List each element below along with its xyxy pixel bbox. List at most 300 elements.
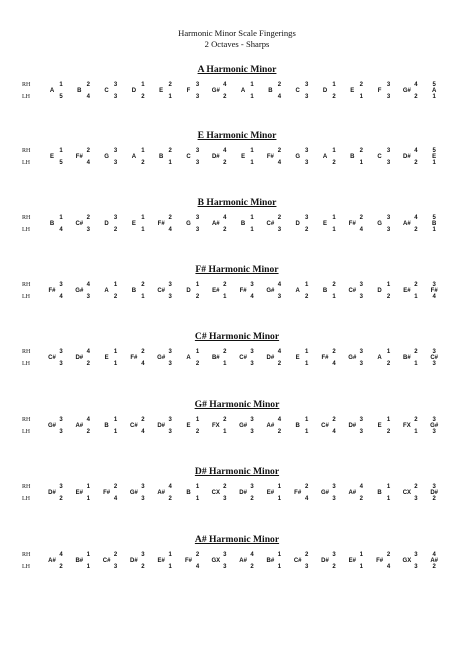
- lh-finger: 2: [113, 227, 118, 233]
- scale-note: B#: [211, 355, 220, 361]
- rh-finger: 4: [277, 349, 282, 355]
- lh-finger: 2: [113, 294, 118, 300]
- scale-note: A#: [239, 558, 247, 564]
- scale-note: F#: [75, 154, 83, 160]
- rh-finger: 2: [113, 484, 118, 490]
- rh-finger: 1: [59, 82, 63, 88]
- lh-finger: 1: [432, 94, 436, 100]
- rh-finger: 1: [250, 215, 254, 221]
- rh-finger: 2: [359, 82, 363, 88]
- lh-finger: 1: [113, 361, 118, 367]
- rh-finger: 3: [305, 148, 309, 154]
- lh-finger: 3: [86, 227, 90, 233]
- rh-finger: 3: [305, 82, 309, 88]
- lh-fingering-row: [0, 429, 474, 438]
- rh-finger: 3: [195, 215, 200, 221]
- lh-finger: 3: [113, 160, 118, 166]
- lh-finger: 4: [305, 496, 309, 502]
- lh-finger: 4: [113, 496, 118, 502]
- lh-finger: 2: [168, 496, 172, 502]
- scale-note: D#: [403, 154, 411, 160]
- lh-finger: 5: [59, 94, 63, 100]
- scale-note: E: [241, 154, 246, 160]
- scale-note: C: [295, 88, 300, 94]
- rh-finger: 1: [141, 215, 145, 221]
- rh-finger: 4: [414, 215, 418, 221]
- lh-finger: 3: [250, 429, 254, 435]
- lh-finger: 3: [359, 361, 363, 367]
- lh-finger: 1: [305, 429, 309, 435]
- rh-finger: 1: [141, 82, 145, 88]
- scale-note: E: [350, 88, 355, 94]
- lh-finger: 1: [141, 227, 145, 233]
- lh-label: LH: [22, 429, 30, 435]
- lh-finger: 1: [277, 564, 282, 570]
- lh-label: LH: [22, 160, 30, 166]
- lh-finger: 3: [195, 94, 200, 100]
- scale-note: D: [104, 221, 109, 227]
- scale-note: D#: [266, 355, 275, 361]
- rh-finger: 2: [332, 417, 336, 423]
- rh-label: RH: [22, 282, 31, 288]
- scale-note: B: [295, 423, 300, 429]
- lh-label: LH: [22, 361, 30, 367]
- lh-label: LH: [22, 227, 30, 233]
- lh-finger: 3: [359, 429, 363, 435]
- rh-finger: 2: [168, 215, 172, 221]
- rh-finger: 1: [277, 484, 282, 490]
- lh-finger: 3: [277, 227, 282, 233]
- lh-finger: 2: [305, 227, 309, 233]
- rh-finger: 5: [432, 148, 436, 154]
- scale-note: FX: [403, 423, 411, 429]
- lh-fingering-row: [0, 94, 474, 103]
- rh-finger: 1: [305, 282, 309, 288]
- scale-note: E: [186, 423, 191, 429]
- lh-finger: 2: [432, 564, 436, 570]
- scale-note: G: [186, 221, 191, 227]
- scale-note: E: [432, 154, 437, 160]
- lh-finger: 4: [168, 227, 172, 233]
- lh-finger: 2: [305, 294, 309, 300]
- rh-finger: 4: [432, 552, 436, 558]
- lh-finger: 2: [386, 294, 391, 300]
- scale-note: GX: [402, 558, 412, 564]
- lh-finger: 2: [277, 429, 282, 435]
- lh-finger: 4: [277, 94, 282, 100]
- lh-fingering-row: [0, 564, 474, 573]
- rh-finger: 1: [386, 417, 391, 423]
- rh-finger: 1: [332, 215, 336, 221]
- scale-note: D: [377, 288, 382, 294]
- lh-finger: 3: [305, 160, 309, 166]
- scale-note: D#: [430, 490, 439, 496]
- scale-note: F#: [239, 288, 247, 294]
- scale-note: F#: [430, 288, 438, 294]
- scale-note: G#: [47, 423, 56, 429]
- rh-finger: 1: [277, 552, 282, 558]
- lh-finger: 3: [168, 429, 172, 435]
- lh-finger: 1: [86, 564, 90, 570]
- rh-finger: 2: [141, 282, 145, 288]
- scale-note: C#: [348, 288, 357, 294]
- lh-finger: 1: [277, 496, 282, 502]
- scale-note: B: [432, 221, 437, 227]
- scale-note: G#: [348, 355, 357, 361]
- scale-note: D: [295, 221, 300, 227]
- rh-finger: 1: [141, 148, 145, 154]
- rh-finger: 3: [59, 484, 63, 490]
- lh-finger: 2: [223, 160, 227, 166]
- scale-note: D: [186, 288, 191, 294]
- rh-finger: 2: [414, 417, 418, 423]
- rh-finger: 3: [432, 349, 436, 355]
- rh-finger: 3: [195, 82, 200, 88]
- scale-note: A#: [403, 221, 411, 227]
- rh-finger: 2: [305, 484, 309, 490]
- lh-finger: 2: [414, 227, 418, 233]
- scale-note: G: [295, 154, 301, 160]
- lh-finger: 3: [305, 564, 309, 570]
- scale-title: B Harmonic Minor: [197, 197, 277, 208]
- rh-finger: 2: [223, 417, 227, 423]
- scale-note: CX: [402, 490, 412, 496]
- page-title: Harmonic Minor Scale Fingerings: [178, 28, 296, 38]
- rh-finger: 1: [195, 349, 200, 355]
- scale-note: G: [104, 154, 109, 160]
- scale-note: D#: [239, 490, 247, 496]
- rh-finger: 3: [332, 484, 336, 490]
- rh-finger: 3: [432, 282, 436, 288]
- rh-finger: 3: [59, 417, 63, 423]
- lh-finger: 4: [386, 564, 391, 570]
- lh-finger: 2: [86, 361, 90, 367]
- page-header: [0, 28, 474, 50]
- scale-note: E#: [212, 288, 220, 294]
- scale-note: G#: [211, 88, 220, 94]
- lh-label: LH: [22, 564, 30, 570]
- scale-title: C# Harmonic Minor: [194, 331, 280, 342]
- rh-finger: 1: [359, 552, 363, 558]
- scale-note: E#: [348, 558, 356, 564]
- lh-fingering-row: [0, 361, 474, 370]
- scale-note: B: [104, 423, 109, 429]
- lh-finger: 4: [141, 361, 145, 367]
- scale-title: A Harmonic Minor: [197, 64, 277, 75]
- scale-note: E#: [157, 558, 165, 564]
- rh-finger: 2: [113, 552, 118, 558]
- rh-finger: 3: [432, 484, 436, 490]
- rh-finger: 2: [414, 349, 418, 355]
- rh-finger: 2: [305, 552, 309, 558]
- rh-finger: 2: [168, 148, 172, 154]
- scale-note: E: [49, 154, 54, 160]
- scale-section: [0, 331, 474, 391]
- lh-finger: 1: [86, 496, 90, 502]
- lh-finger: 2: [332, 94, 336, 100]
- lh-finger: 1: [223, 429, 227, 435]
- rh-finger: 3: [386, 215, 391, 221]
- rh-finger: 2: [141, 349, 145, 355]
- rh-finger: 2: [141, 417, 145, 423]
- rh-finger: 3: [59, 349, 63, 355]
- scale-note: F#: [294, 490, 302, 496]
- lh-finger: 2: [195, 429, 200, 435]
- scale-note: B#: [403, 355, 411, 361]
- scale-note: A: [131, 154, 137, 160]
- rh-finger: 3: [59, 282, 63, 288]
- rh-finger: 2: [277, 215, 282, 221]
- scale-note: B#: [75, 558, 84, 564]
- scale-note: B: [240, 221, 246, 227]
- lh-label: LH: [22, 94, 30, 100]
- lh-finger: 3: [250, 361, 254, 367]
- rh-label: RH: [22, 148, 31, 154]
- rh-finger: 1: [195, 417, 200, 423]
- scale-note: F#: [130, 355, 138, 361]
- lh-finger: 4: [277, 160, 282, 166]
- scale-note: G#: [266, 288, 275, 294]
- lh-finger: 3: [414, 564, 418, 570]
- lh-finger: 2: [250, 564, 254, 570]
- scale-note: E#: [266, 490, 275, 496]
- rh-finger: 2: [332, 349, 336, 355]
- lh-fingering-row: [0, 294, 474, 303]
- scale-note: E: [295, 355, 300, 361]
- rh-finger: 3: [113, 148, 118, 154]
- scale-note: D#: [157, 423, 166, 429]
- scale-note: C#: [48, 355, 56, 361]
- scale-note: F#: [321, 355, 329, 361]
- lh-finger: 1: [168, 564, 172, 570]
- scale-title: A# Harmonic Minor: [194, 534, 280, 545]
- rh-finger: 3: [168, 282, 172, 288]
- scale-note: D#: [75, 355, 84, 361]
- rh-finger: 4: [414, 148, 418, 154]
- scale-note: B: [77, 88, 82, 94]
- scale-note: D#: [130, 558, 138, 564]
- lh-finger: 2: [359, 496, 363, 502]
- scale-note: F#: [376, 558, 384, 564]
- lh-finger: 3: [432, 361, 436, 367]
- scale-note: B: [131, 288, 137, 294]
- scale-note: F: [377, 88, 382, 94]
- scale-note: B: [350, 154, 355, 160]
- scale-note: A#: [348, 490, 357, 496]
- scale-note: B: [268, 88, 273, 94]
- lh-finger: 1: [386, 496, 391, 502]
- scale-note: C#: [430, 355, 439, 361]
- scale-section: [0, 64, 474, 124]
- scale-note: C#: [102, 558, 111, 564]
- lh-finger: 2: [386, 429, 391, 435]
- scale-note: D#: [348, 423, 357, 429]
- scale-note: G#: [129, 490, 138, 496]
- scale-note: G#: [75, 288, 84, 294]
- scale-note: A#: [75, 423, 84, 429]
- lh-finger: 1: [195, 496, 200, 502]
- lh-finger: 4: [195, 564, 200, 570]
- scale-note: F#: [184, 558, 192, 564]
- rh-finger: 2: [414, 484, 418, 490]
- lh-finger: 2: [223, 227, 227, 233]
- scale-note: C: [186, 154, 191, 160]
- scale-note: D#: [48, 490, 56, 496]
- lh-fingering-row: [0, 496, 474, 505]
- lh-finger: 4: [332, 361, 336, 367]
- rh-finger: 3: [113, 215, 118, 221]
- scale-note: B: [49, 221, 55, 227]
- rh-finger: 2: [332, 282, 336, 288]
- scale-note: CX: [211, 490, 220, 496]
- rh-finger: 3: [250, 484, 254, 490]
- lh-finger: 1: [223, 294, 227, 300]
- lh-finger: 1: [359, 564, 363, 570]
- scale-note: A: [295, 288, 300, 294]
- scale-note: A: [322, 154, 328, 160]
- scale-note: D#: [211, 154, 220, 160]
- lh-finger: 5: [59, 160, 63, 166]
- lh-finger: 4: [86, 94, 90, 100]
- rh-label: RH: [22, 552, 31, 558]
- lh-finger: 2: [432, 496, 436, 502]
- rh-finger: 2: [86, 82, 90, 88]
- scale-note: E: [322, 221, 327, 227]
- rh-finger: 2: [223, 484, 227, 490]
- lh-finger: 4: [141, 429, 145, 435]
- rh-finger: 3: [414, 552, 418, 558]
- scale-note: A#: [157, 490, 166, 496]
- scale-note: D: [131, 88, 137, 94]
- rh-label: RH: [22, 215, 31, 221]
- rh-finger: 1: [332, 82, 336, 88]
- rh-finger: 3: [250, 417, 254, 423]
- rh-finger: 2: [86, 215, 90, 221]
- rh-finger: 3: [432, 417, 436, 423]
- lh-finger: 3: [223, 496, 227, 502]
- scale-section: [0, 264, 474, 324]
- lh-finger: 3: [59, 361, 63, 367]
- rh-finger: 2: [414, 282, 418, 288]
- lh-finger: 2: [332, 564, 336, 570]
- lh-finger: 1: [432, 160, 436, 166]
- rh-finger: 1: [305, 417, 309, 423]
- lh-finger: 2: [141, 564, 145, 570]
- page-subtitle: 2 Octaves - Sharps: [204, 39, 270, 49]
- lh-finger: 3: [168, 294, 172, 300]
- rh-finger: 4: [86, 282, 90, 288]
- lh-finger: 3: [195, 227, 200, 233]
- scale-section: [0, 466, 474, 526]
- scale-note: F#: [48, 288, 56, 294]
- lh-finger: 1: [250, 160, 254, 166]
- lh-finger: 1: [141, 294, 145, 300]
- lh-finger: 3: [332, 496, 336, 502]
- scale-title: D# Harmonic Minor: [194, 466, 280, 477]
- lh-finger: 1: [432, 227, 436, 233]
- lh-finger: 1: [305, 361, 309, 367]
- rh-finger: 2: [168, 82, 172, 88]
- lh-finger: 2: [195, 294, 200, 300]
- lh-finger: 3: [432, 429, 436, 435]
- rh-finger: 4: [250, 552, 254, 558]
- lh-finger: 3: [113, 564, 118, 570]
- scale-note: E#: [403, 288, 411, 294]
- rh-finger: 1: [386, 349, 391, 355]
- lh-finger: 3: [386, 94, 391, 100]
- scale-note: C: [377, 154, 382, 160]
- lh-fingering-row: [0, 160, 474, 169]
- lh-finger: 4: [59, 227, 63, 233]
- rh-finger: 2: [359, 215, 363, 221]
- lh-finger: 3: [414, 496, 418, 502]
- scale-note: E: [377, 423, 382, 429]
- rh-finger: 3: [113, 82, 118, 88]
- lh-finger: 3: [141, 496, 145, 502]
- rh-finger: 2: [86, 148, 90, 154]
- lh-finger: 1: [332, 294, 336, 300]
- rh-finger: 1: [250, 82, 254, 88]
- lh-finger: 3: [386, 227, 391, 233]
- lh-finger: 1: [359, 94, 363, 100]
- rh-finger: 3: [141, 552, 145, 558]
- lh-fingering-row: [0, 227, 474, 236]
- rh-finger: 4: [223, 215, 227, 221]
- scale-note: D: [322, 88, 328, 94]
- scale-note: FX: [211, 423, 220, 429]
- rh-finger: 2: [386, 552, 391, 558]
- rh-finger: 1: [59, 148, 63, 154]
- scale-note: C#: [157, 288, 166, 294]
- rh-finger: 1: [250, 148, 254, 154]
- lh-finger: 1: [223, 361, 227, 367]
- rh-finger: 1: [113, 349, 118, 355]
- rh-finger: 1: [305, 349, 309, 355]
- lh-finger: 1: [168, 160, 172, 166]
- scale-note: B: [322, 288, 328, 294]
- scale-section: [0, 399, 474, 459]
- rh-finger: 2: [277, 148, 282, 154]
- rh-finger: 3: [332, 552, 336, 558]
- rh-finger: 3: [168, 417, 172, 423]
- lh-finger: 2: [86, 429, 90, 435]
- scale-note: C#: [321, 423, 329, 429]
- scale-note: A#: [430, 558, 439, 564]
- rh-finger: 4: [168, 484, 172, 490]
- rh-finger: 5: [432, 82, 436, 88]
- scale-note: A#: [211, 221, 220, 227]
- lh-finger: 3: [359, 294, 363, 300]
- rh-finger: 2: [223, 282, 227, 288]
- rh-finger: 1: [86, 552, 90, 558]
- scale-title: E Harmonic Minor: [197, 130, 277, 141]
- lh-finger: 1: [250, 94, 254, 100]
- lh-finger: 3: [386, 160, 391, 166]
- lh-finger: 4: [332, 429, 336, 435]
- lh-finger: 3: [59, 429, 63, 435]
- scale-note: B: [377, 490, 382, 496]
- lh-finger: 2: [59, 564, 63, 570]
- rh-finger: 1: [386, 282, 391, 288]
- rh-label: RH: [22, 349, 31, 355]
- lh-finger: 3: [277, 294, 282, 300]
- lh-finger: 2: [59, 496, 63, 502]
- scale-note: B: [159, 154, 164, 160]
- rh-finger: 1: [59, 215, 63, 221]
- rh-finger: 4: [277, 417, 282, 423]
- rh-finger: 3: [359, 282, 363, 288]
- scale-note: A: [240, 88, 246, 94]
